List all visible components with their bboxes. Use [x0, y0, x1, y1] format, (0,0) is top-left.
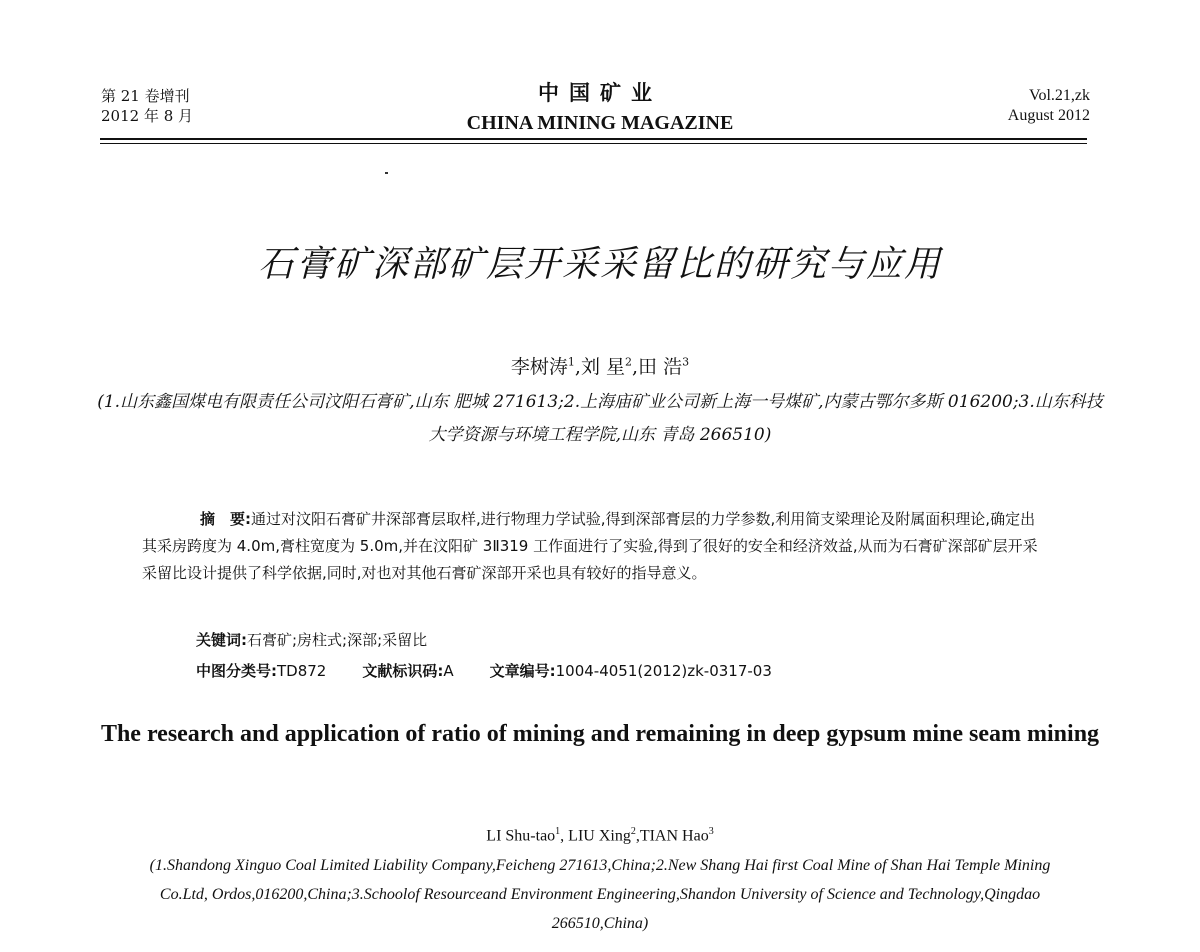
doc-code-label: 文献标识码: — [362, 662, 444, 680]
author-cn-3: 田 浩 — [638, 356, 683, 378]
author-cn-2: 刘 星 — [580, 356, 625, 378]
date-info-en: August 2012 — [1007, 107, 1090, 124]
affiliation-cn: (1.山东鑫国煤电有限责任公司汶阳石膏矿,山东 肥城 271613;2.上海庙矿业公司新上海一号煤矿,内蒙古鄂尔多斯 016200;3.山东科技大学资源与环境工程学院,山东 青岛 266510) — [97, 392, 1103, 445]
header-right — [1008, 86, 1090, 126]
author-en-1: LI Shu-tao — [486, 827, 556, 845]
abstract-text: 通过对汶阳石膏矿井深部膏层取样,进行物理力学试验,得到深部膏层的力学参数,利用简支梁理论及附属面积理论,确定出其采房跨度为 4.0m,膏柱宽度为 5.0m,并在汶阳矿 3Ⅱ319 工作面进行了实验,得到了很好的安全和经济效益,从而为石膏矿深部矿层开采采留比设计提供了科学依据,同时,对也对其他石膏矿深部开采也具有较好的指导意义。 — [142, 510, 1038, 582]
keywords-label: 关键词: — [196, 631, 247, 649]
article-no-label: 文章编号: — [489, 662, 556, 680]
doc-code-value: A — [443, 662, 454, 680]
stray-mark — [385, 172, 388, 174]
journal-name-en: CHINA MINING MAGAZINE — [466, 112, 734, 134]
keywords-text: 石膏矿;房柱式;深部;采留比 — [247, 631, 428, 649]
author-en-2: LIU Xing — [568, 827, 631, 845]
clc-label: 中图分类号: — [196, 662, 277, 680]
header-rule-thick — [100, 138, 1087, 140]
author-en-3-sup: 3 — [708, 826, 714, 837]
abstract-cn — [142, 506, 1042, 587]
classification-line — [196, 660, 772, 681]
article-title-cn: 石膏矿深部矿层开采采留比的研究与应用 — [257, 244, 942, 285]
volume-info-en: Vol.21,zk — [1028, 87, 1090, 104]
affiliation-en: (1.Shandong Xinguo Coal Limited Liability Company,Feicheng 271613,China;2.New Shang Hai first Coal Mine of Shan Hai Temple Mining Co.Ltd, Ordos,016200,China;3.Schoolof Resourceand Environment Engineering,Shandon University of Science and Technology,Qingdao 266510,China) — [149, 857, 1051, 932]
authors-cn: 李树涛$^1$,刘 星$^2$,田 浩$^3$ — [510, 355, 690, 378]
keywords — [196, 629, 427, 650]
article-no-value: 1004-4051(2012)zk-0317-03 — [555, 662, 772, 680]
author-cn-1-sup: 1 — [567, 355, 575, 369]
author-cn-3-sup: 3 — [682, 355, 690, 369]
journal-name-cn: 中国矿业 — [538, 80, 662, 105]
author-en-2-sup: 2 — [630, 826, 636, 837]
article-title-en: The research and application of ratio of mining and remaining in deep gypsum mine seam mining — [100, 721, 1100, 747]
authors-en: LI Shu-tao$^1$, LIU Xing$^2$,TIAN Hao$^3$ — [486, 826, 714, 845]
volume-info-cn: 第 21 卷增刊 — [101, 87, 190, 105]
date-info-cn: 2012 年 8 月 — [101, 107, 194, 125]
author-cn-1: 李树涛 — [510, 356, 568, 378]
author-en-3: TIAN Hao — [639, 827, 709, 845]
author-cn-2-sup: 2 — [625, 355, 632, 369]
clc-value: TD872 — [277, 662, 327, 680]
abstract-label: 摘 要: — [200, 510, 251, 528]
header-rule-thin — [100, 143, 1087, 144]
author-en-1-sup: 1 — [555, 826, 561, 837]
